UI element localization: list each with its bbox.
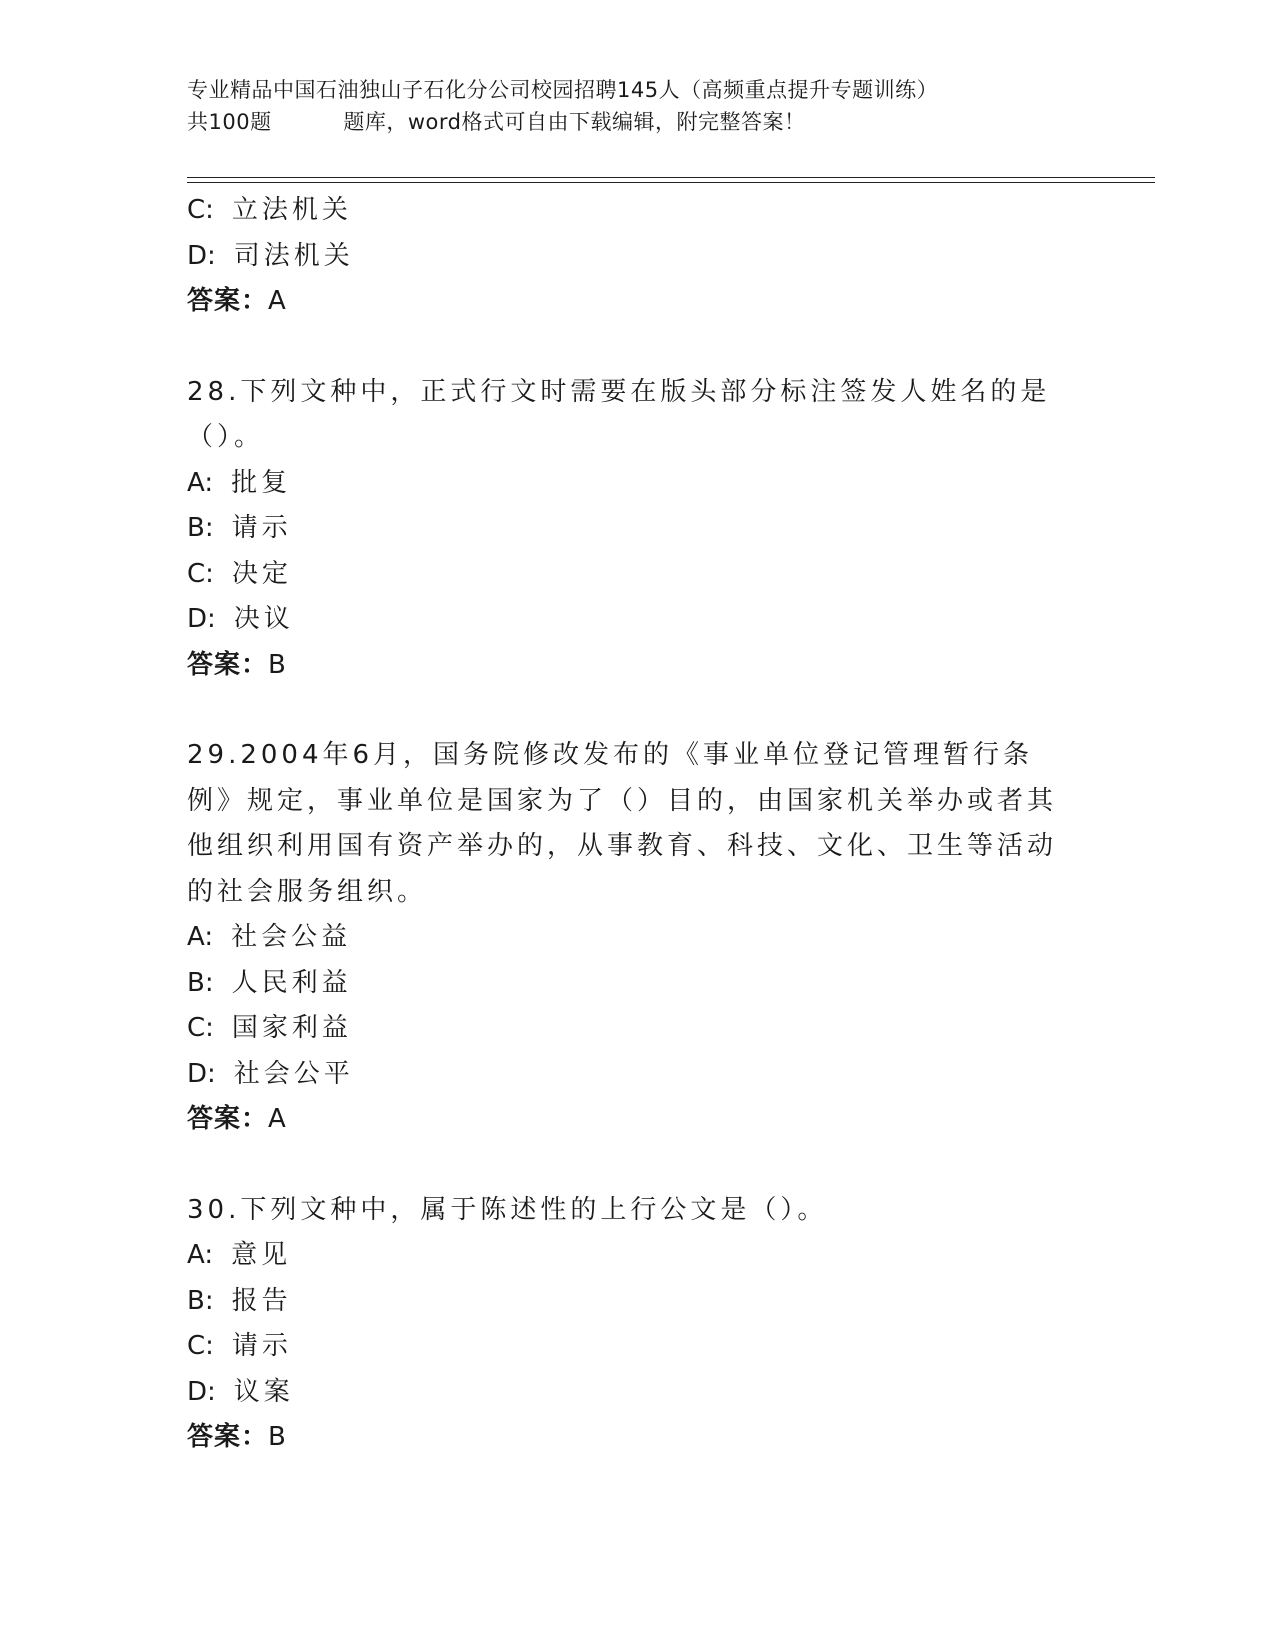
question-stem: 28.下列文种中，正式行文时需要在版头部分标注签发人姓名的是（）。: [187, 376, 1051, 452]
question-stem: 29.2004年6月，国务院修改发布的《事业单位登记管理暂行条例》规定，事业单位是国家为了（）目的，由国家机关举办或者其他组织利用国有资产举办的，从事教育、科技、文化、卫生等活动的社会服务组织。: [187, 740, 1058, 907]
question-30: [187, 1188, 1087, 1461]
option-d: D: 社会公平: [187, 1058, 354, 1089]
option-c: C: 立法机关: [187, 195, 352, 225]
header-title-line1: 专业精品中国石油独山子石化分公司校园招聘145人（高频重点提升专题训练）: [187, 78, 939, 102]
question-stem: 30.下列文种中，属于陈述性的上行公文是（）。: [187, 1194, 828, 1225]
option-a: A: 批复: [187, 467, 292, 498]
question-28: [187, 370, 1087, 689]
question-29: [187, 733, 1087, 1143]
option-b: B: 人民利益: [187, 967, 352, 998]
answer-line: 答案：A: [187, 286, 287, 316]
option-d: D: 决议: [187, 604, 294, 634]
option-a: A: 意见: [187, 1240, 292, 1270]
page-header: [187, 74, 1147, 138]
question-27-continuation: [187, 188, 1087, 325]
option-d: D: 议案: [187, 1376, 294, 1407]
option-b: B: 报告: [187, 1285, 292, 1316]
answer-line: 答案：B: [187, 649, 287, 680]
header-rule-bottom: [187, 182, 1155, 183]
answer-line: 答案：B: [187, 1422, 287, 1452]
option-a: A: 社会公益: [187, 922, 352, 952]
header-title-line2: 共100题 题库，word格式可自由下载编辑，附完整答案！: [187, 110, 806, 134]
answer-line: 答案：A: [187, 1104, 287, 1134]
option-c: C: 请示: [187, 1331, 292, 1361]
header-rule-top: [187, 177, 1155, 178]
option-c: C: 决定: [187, 558, 292, 589]
question-content: [187, 188, 1087, 1461]
option-c: C: 国家利益: [187, 1013, 352, 1043]
option-b: B: 请示: [187, 513, 292, 543]
option-d: D: 司法机关: [187, 240, 354, 271]
